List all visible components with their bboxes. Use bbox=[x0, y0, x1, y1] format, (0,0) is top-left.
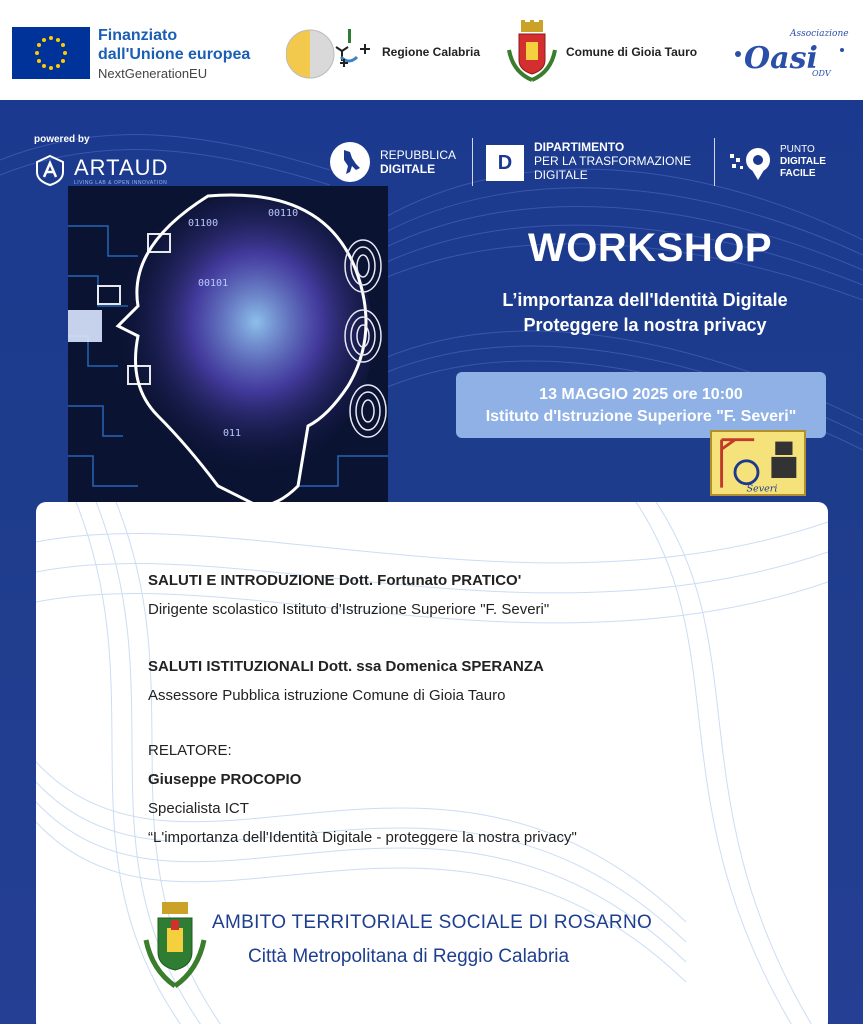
saluti-istituzionali-heading: SALUTI ISTITUZIONALI Dott. ssa Domenica SPERANZA bbox=[148, 658, 544, 675]
event-subtitle-line1: L’importanza dell'Identità Digitale bbox=[502, 290, 788, 310]
associazione-oasi-logo bbox=[730, 24, 850, 82]
punto-digitale-facile-icon bbox=[728, 144, 774, 182]
eu-funding-text bbox=[98, 26, 268, 83]
dipartimento-line2: PER LA TRASFORMAZIONE bbox=[534, 154, 692, 168]
event-venue: Istituto d'Istruzione Superiore "F. Severi" bbox=[485, 408, 797, 425]
regione-calabria-label: Regione Calabria bbox=[382, 45, 481, 59]
punto-line1: PUNTO bbox=[780, 144, 815, 155]
event-title: WORKSHOP bbox=[528, 226, 772, 270]
event-subtitle-line2: Proteggere la nostra privacy bbox=[523, 315, 767, 335]
relatore-label: RELATORE: bbox=[148, 742, 232, 759]
logo-strip bbox=[0, 0, 863, 100]
code-glyph: 01100 bbox=[188, 218, 219, 229]
ambito-territoriale-title: AMBITO TERRITORIALE SOCIALE DI ROSARNO bbox=[212, 912, 653, 933]
severi-logo-text: Severi bbox=[746, 483, 778, 495]
code-glyph: 00110 bbox=[268, 208, 299, 219]
dipartimento-icon: D bbox=[486, 145, 524, 181]
powered-by-label: powered by bbox=[34, 134, 90, 145]
regione-calabria-logo bbox=[286, 27, 372, 81]
artaud-shield-icon bbox=[34, 154, 66, 186]
comune-gioia-tauro-label: Comune di Gioia Tauro bbox=[566, 45, 698, 59]
citta-metropolitana-subtitle: Città Metropolitana di Reggio Calabria bbox=[248, 946, 570, 967]
sponsor-divider bbox=[714, 138, 715, 186]
saluti-introduzione-role: Dirigente scolastico Istituto d'Istruzione Superiore "F. Severi" bbox=[148, 601, 550, 618]
rosarno-crest-icon bbox=[140, 900, 210, 992]
repubblica-line2: DIGITALE bbox=[380, 162, 436, 176]
dipartimento-label bbox=[534, 140, 691, 182]
punto-line3: FACILE bbox=[780, 168, 816, 179]
dipartimento-line1: DIPARTIMENTO bbox=[534, 140, 625, 154]
eu-flag-icon bbox=[12, 27, 90, 79]
relatore-role: Specialista ICT bbox=[148, 800, 249, 817]
artaud-logo-text: ARTAUD bbox=[74, 155, 169, 180]
sponsor-divider bbox=[472, 138, 473, 186]
punto-line2: DIGITALE bbox=[780, 156, 826, 167]
repubblica-digitale-label bbox=[380, 148, 456, 176]
saluti-istituzionali-role: Assessore Pubblica istruzione Comune di Gioia Tauro bbox=[148, 687, 506, 704]
punto-digitale-facile-label bbox=[780, 144, 826, 180]
dipartimento-line3: DIGITALE bbox=[534, 168, 588, 182]
eu-funding-line3: NextGenerationEU bbox=[98, 66, 208, 81]
relatore-name: Giuseppe PROCOPIO bbox=[148, 771, 302, 788]
oasi-name: Oasi bbox=[744, 41, 818, 76]
event-date-venue-box bbox=[456, 372, 826, 438]
oasi-suffix: ODV bbox=[812, 69, 831, 78]
severi-school-logo bbox=[710, 430, 806, 496]
repubblica-digitale-icon bbox=[330, 142, 370, 182]
relatore-talk-title: “L'importanza dell'Identità Digitale - proteggere la nostra privacy" bbox=[148, 829, 577, 846]
oasi-association-label: Associazione bbox=[790, 29, 849, 39]
eu-funding-line1: Finanziato bbox=[98, 27, 178, 44]
code-glyph: 00101 bbox=[198, 278, 229, 289]
repubblica-line1: REPUBBLICA bbox=[380, 148, 457, 162]
digital-identity-illustration bbox=[68, 186, 388, 508]
eu-funding-line2: dall'Unione europea bbox=[98, 46, 251, 63]
event-subtitle bbox=[440, 288, 850, 338]
gioia-tauro-crest-icon bbox=[505, 20, 559, 86]
saluti-introduzione-heading: SALUTI E INTRODUZIONE Dott. Fortunato PRATICO' bbox=[148, 572, 522, 589]
artaud-tagline: LIVING LAB & OPEN INNOVATION bbox=[74, 180, 168, 186]
event-date: 13 MAGGIO 2025 ore 10:00 bbox=[539, 386, 743, 403]
code-glyph: 011 bbox=[223, 428, 242, 439]
